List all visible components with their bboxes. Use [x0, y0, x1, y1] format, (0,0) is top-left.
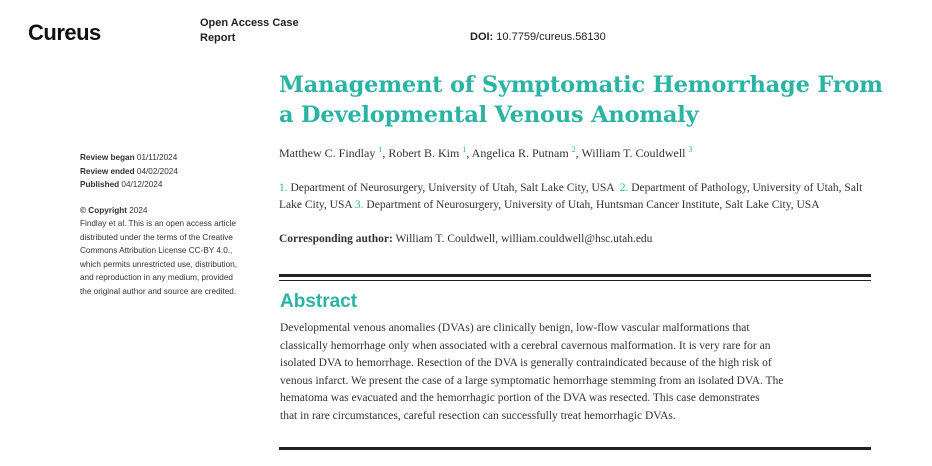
- cureus-logo: Cureus: [28, 20, 101, 45]
- article-type-label: [200, 16, 340, 46]
- affiliation-number: 3.: [354, 199, 364, 211]
- author-name[interactable]: Angelica R. Putnam: [471, 146, 569, 160]
- affiliation-text: Department of Pathology, University of Utah, Salt Lake City, USA: [279, 182, 863, 211]
- abstract-top-rule-thin: [279, 280, 871, 281]
- review-began-label: Review began: [80, 153, 135, 162]
- abstract-line: venous infarct. We present the case of a large symptomatic hemorrhage stemming from an isolated DVA. The: [280, 374, 784, 387]
- author-affil-sup: 3: [688, 145, 693, 154]
- published-label: Published: [80, 180, 120, 189]
- license-line: the original author and source are credited.: [80, 286, 237, 296]
- corresponding-author-text[interactable]: William T. Couldwell, william.couldwell@hsc.utah.edu: [395, 233, 653, 245]
- doi-label: DOI:: [470, 31, 494, 43]
- corresponding-author-label: Corresponding author:: [279, 233, 393, 245]
- article-type-line-1: Open Access Case: [200, 17, 299, 29]
- review-ended-label: Review ended: [80, 166, 135, 176]
- abstract-body: [280, 320, 870, 425]
- review-ended-date: 04/02/2024: [136, 166, 178, 176]
- abstract-top-rule-thick: [279, 274, 871, 277]
- affiliation-number: 1.: [279, 182, 288, 194]
- review-began-row: [80, 151, 265, 165]
- copyright-label: © Copyright: [80, 205, 127, 215]
- corresponding-author: [279, 233, 652, 245]
- review-began-date: 01/11/2024: [136, 153, 178, 162]
- review-ended-row: [80, 165, 265, 179]
- article-type-line-2: Report: [200, 32, 236, 44]
- doi: [470, 31, 606, 43]
- affiliation-text: Department of Neurosurgery, University of Utah, Huntsman Cancer Institute, Salt Lake City, USA: [366, 199, 820, 211]
- abstract-heading: Abstract: [280, 291, 358, 312]
- author-affil-sup: 1: [462, 145, 467, 154]
- license-line: Commons Attribution License CC-BY 4.0.,: [80, 246, 233, 255]
- affiliation-number: 2.: [619, 182, 629, 194]
- article-title: Management of Symptomatic Hemorrhage From a Developmental Venous Anomaly: [279, 72, 883, 128]
- abstract-line: hematoma was evacuated and the hemorrhagic portion of the DVA was resected. This case demonstrates: [280, 392, 760, 404]
- affiliation-text: Department of Neurosurgery, University of Utah, Salt Lake City, USA: [290, 182, 614, 194]
- author-affil-sup: 2: [571, 145, 576, 154]
- abstract-line: classically hemorrhage only when associated with a cerebral cavernous malformation. It is very rare for an: [280, 339, 771, 352]
- copyright-year: 2024: [129, 205, 148, 215]
- abstract-line: isolated DVA to hemorrhage. Resection of the DVA is generally contraindicated because of the high risk of: [280, 357, 772, 369]
- author-name[interactable]: Matthew C. Findlay: [279, 146, 376, 160]
- copyright-block: [80, 204, 265, 299]
- license-line: which permits unrestricted use, distribution,: [80, 259, 237, 269]
- license-line: and reproduction in any medium, provided: [80, 273, 233, 282]
- abstract-line: Developmental venous anomalies (DVAs) are clinically benign, low-flow vascular malformations that: [280, 322, 750, 334]
- doi-value[interactable]: 10.7759/cureus.58130: [496, 31, 606, 43]
- abstract-line: that in rare circumstances, careful resection can successfully treat hemorrhagic DVAs.: [280, 409, 676, 422]
- published-row: [80, 178, 265, 192]
- author-name[interactable]: William T. Couldwell: [581, 146, 686, 160]
- article-sidebar: [80, 151, 265, 298]
- published-date: 04/12/2024: [121, 180, 163, 189]
- author-name[interactable]: Robert B. Kim: [388, 146, 460, 160]
- copyright-row: [80, 204, 265, 218]
- author-list: Matthew C. Findlay $^1$, Robert B. Kim $^1$, Angelica R. Putnam $^2$, William T. Couldwell $^3$: [279, 145, 693, 160]
- author-affil-sup: 1: [378, 145, 383, 154]
- license-line: distributed under the terms of the Creative: [80, 232, 233, 242]
- affiliations: [279, 180, 879, 214]
- abstract-bottom-rule: [279, 447, 871, 450]
- license-line: Findlay et al. This is an open access article: [80, 219, 236, 228]
